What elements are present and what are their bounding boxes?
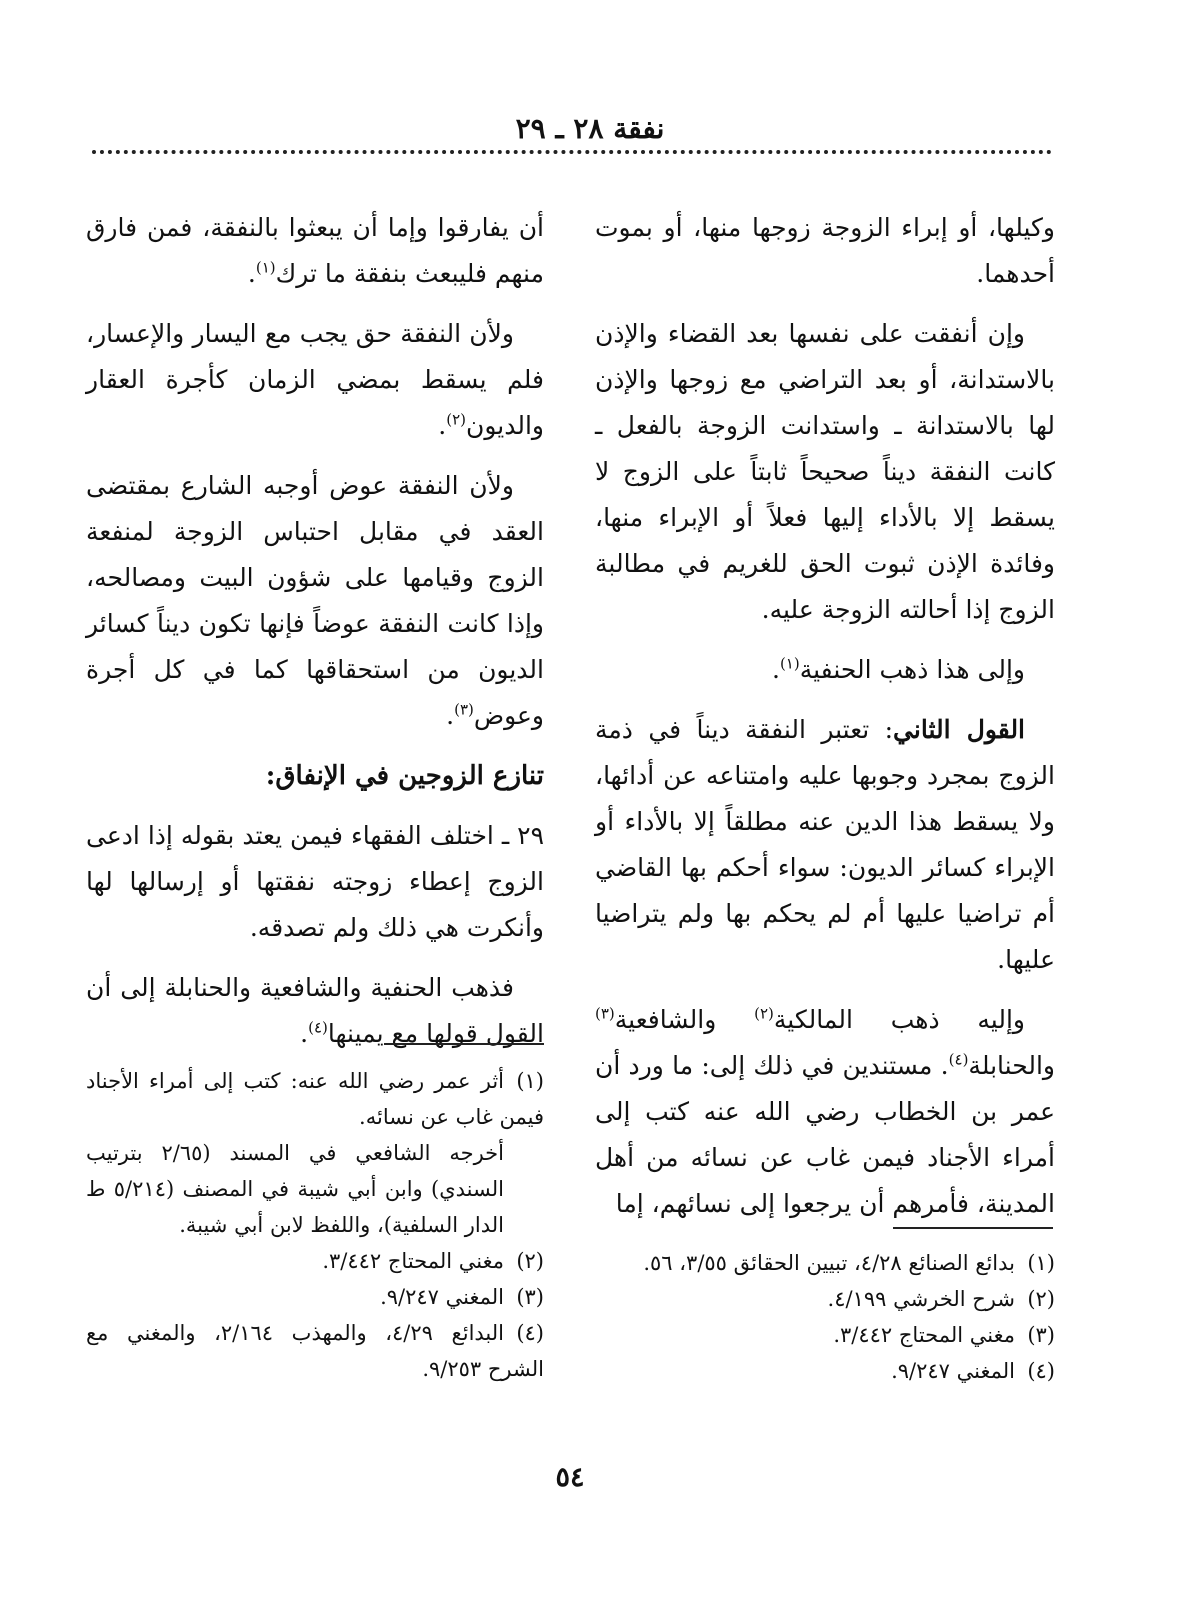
footnote-item: [86, 1279, 544, 1315]
paragraph: وإلى هذا ذهب الحنفية$^{(١)}$.: [771, 654, 1025, 684]
footnote-ref: (٤): [948, 1050, 969, 1069]
paragraph-text: أن يفارقوا وإما أن يبعثوا بالنفقة، فمن فارق منهم فليبعث بنفقة ما ترك: [86, 213, 544, 288]
paragraph-text: والشافعية: [614, 1005, 755, 1034]
paragraph-text: والحنابلة: [968, 1051, 1055, 1080]
footnote-item: [86, 1063, 544, 1135]
footnote-number: (٢): [1027, 1287, 1055, 1311]
footnote-number: (٢): [516, 1249, 544, 1273]
paragraph: وإن أنفقت على نفسها بعد القضاء والإذن بالاستدانة، أو بعد التراضي مع زوجها والإذن لها بالاستدانة ـ واستدانت الزوجة بالفعل ـ كانت النفقة ديناً صحيحاً ثابتاً على الزوج لا يسقط إلا بالأداء إليها فعلاً أو الإبراء منها، وفائدة الإذن ثبوت الحق للغريم في مطالبة الزوج إذا أحالته الزوجة عليه.: [595, 319, 1055, 624]
footnote-item: [595, 1245, 1055, 1281]
footnote-text: البدائع ٤/٢٩، والمهذب ٢/١٦٤، والمغني مع الشرح ٩/٢٥٣.: [86, 1321, 544, 1381]
footnote-text: مغني المحتاج ٣/٤٤٢.: [322, 1249, 504, 1273]
footnote-ref: (٢): [446, 410, 466, 429]
paragraph-text: وإليه ذهب المالكية: [773, 1005, 1025, 1034]
page-number: ٥٤: [555, 1462, 585, 1493]
dotted-divider: [92, 150, 1052, 154]
footnote-number: (٣): [516, 1285, 544, 1309]
paragraph-text: ولأن النفقة حق يجب مع اليسار والإعسار، فلم يسقط بمضي الزمان كأجرة العقار والديون: [86, 319, 544, 440]
footnote-number: (٣): [1027, 1323, 1055, 1347]
paragraph-text: ولأن النفقة عوض أوجبه الشارع بمقتضى العقد في مقابل احتباس الزوجة لمنفعة الزوج وقيامها على شؤون البيت ومصالحه، وإذا كانت النفقة عوضاً فإنها تكون ديناً كسائر الديون من استحقاقها كما في كل أجرة وعوض: [86, 471, 544, 730]
page-header-title: نفقة ٢٨ ـ ٢٩: [515, 112, 665, 145]
footnote-ref: (١): [255, 258, 276, 277]
footnote-number: (١): [516, 1069, 544, 1093]
paragraph: فذهب الحنفية والشافعية والحنابلة إلى أن القول قولها مع يمينها$^{(٤)}$.: [86, 973, 544, 1048]
section-heading: تنازع الزوجين في الإنفاق:: [265, 761, 544, 791]
left-column: [86, 205, 544, 1071]
footnote-ref: (٣): [595, 1004, 615, 1023]
footnote-item: [595, 1317, 1055, 1353]
paragraph-text: . مستندين في ذلك إلى: ما ورد أن عمر بن الخطاب رضي الله عنه كتب إلى أمراء الأجناد فيمن غاب عن نسائه من أهل المدينة، فأمرهم أن يرجعوا إلى نسائهم، إما: [595, 1051, 1055, 1218]
paragraph: ٢٩ ـ اختلف الفقهاء فيمن يعتد بقوله إذا ادعى الزوج إعطاء زوجته نفقتها أو إرسالها لها وأنكرت هي ذلك ولم تصدقه.: [86, 821, 544, 942]
footnote-ref: (٣): [454, 700, 474, 719]
footnote-item: [595, 1353, 1055, 1389]
footnote-number: (١): [1027, 1251, 1055, 1275]
paragraph: [595, 997, 1055, 1227]
footnote-text: شرح الخرشي ٤/١٩٩.: [827, 1287, 1015, 1311]
paragraph: وكيلها، أو إبراء الزوجة زوجها منها، أو بموت أحدهما.: [595, 213, 1055, 288]
footnote-item: [595, 1281, 1055, 1317]
footnote-text: أثر عمر رضي الله عنه: كتب إلى أمراء الأجناد فيمن غاب عن نسائه.: [86, 1069, 544, 1129]
paragraph-text: : تعتبر النفقة ديناً في ذمة الزوج بمجرد وجوبها عليه وامتناعه عن أدائها، ولا يسقط هذا الدين عنه مطلقاً إلا بالأداء أو الإبراء كسائر الديون: سواء أحكم بها القاضي أم تراضيا عليها أم لم يحكم بها ولم يتراضيا عليها.: [595, 715, 1055, 974]
footnotes-left: [86, 1063, 544, 1387]
paragraph-text: فذهب الحنفية والشافعية والحنابلة إلى أن القول قولها مع يمينها: [86, 973, 544, 1048]
footnote-text: بدائع الصنائع ٤/٢٨، تبيين الحقائق ٣/٥٥، ٥٦.: [643, 1251, 1015, 1275]
footnote-ref: (١): [779, 654, 800, 673]
footnote-item: [86, 1243, 544, 1279]
paragraph: ولأن النفقة عوض أوجبه الشارع بمقتضى العقد في مقابل احتباس الزوجة لمنفعة الزوج وقيامها على شؤون البيت ومصالحه، وإذا كانت النفقة عوضاً فإنها تكون ديناً كسائر الديون من استحقاقها كما في كل أجرة وعوض$^{(٣)}$.: [86, 471, 544, 730]
paragraph-text: وإلى هذا ذهب الحنفية: [799, 655, 1025, 684]
footnotes-right: [595, 1245, 1055, 1389]
footnote-text: المغني ٩/٢٤٧.: [891, 1359, 1015, 1383]
footnote-rule: [893, 1227, 1053, 1229]
footnote-continuation: أخرجه الشافعي في المسند (٢/٦٥ بترتيب السندي) وابن أبي شيبة في المصنف (٥/٢١٤ ط الدار السلفية)، واللفظ لابن أبي شيبة.: [86, 1141, 504, 1237]
paragraph: [595, 707, 1055, 983]
footnote-ref: (٤): [308, 1018, 328, 1037]
footnote-number: (٤): [1027, 1359, 1055, 1383]
footnote-item: [86, 1315, 544, 1387]
footnote-number: (٤): [516, 1321, 544, 1345]
paragraph: ولأن النفقة حق يجب مع اليسار والإعسار، فلم يسقط بمضي الزمان كأجرة العقار والديون$^{(٢)}$.: [86, 319, 544, 440]
footnote-text: المغني ٩/٢٤٧.: [380, 1285, 504, 1309]
right-column: [595, 205, 1055, 1241]
footnote-ref: (٢): [754, 1004, 774, 1023]
paragraph: أن يفارقوا وإما أن يبعثوا بالنفقة، فمن فارق منهم فليبعث بنفقة ما ترك$^{(١)}$.: [86, 213, 544, 288]
footnote-rule: [384, 1043, 544, 1045]
footnote-text: مغني المحتاج ٣/٤٤٢.: [833, 1323, 1015, 1347]
lead-term: القول الثاني: [893, 715, 1026, 744]
